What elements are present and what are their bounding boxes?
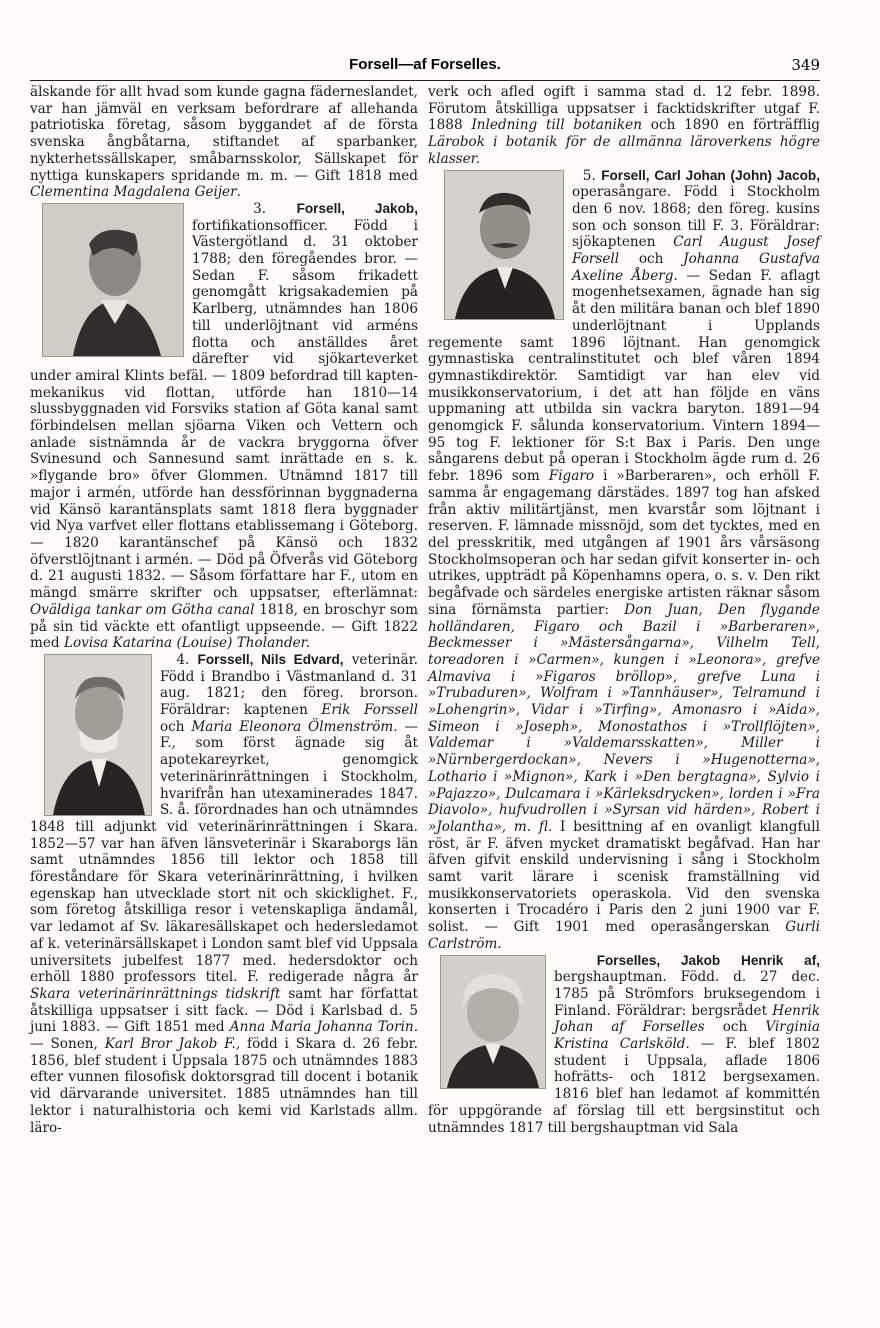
body-text: I besittning af en ovanligt klangfull röst, är F. äfven mycket dramatiskt begåfvad. Han har äfven gifvit enskild undervisning i sång i Stockholm samt varit lärare i scenisk framställning vid musikkonservatoriets operaskola. Vid den svenska konserten i Trocadéro i Paris den 2 juni 1900 var F. solist. — Gift 1901 med operasångerskan <box>428 818 820 936</box>
left-column <box>30 84 418 1136</box>
entry-forsell-carl-johan <box>428 168 820 953</box>
right-column <box>428 84 820 1136</box>
conjunction: och <box>160 718 185 735</box>
portrait-image <box>445 171 563 319</box>
portrait-nils-edvard-forssell <box>44 654 152 816</box>
spouse-name: Clementina Magdalena Geijer <box>30 184 237 201</box>
body-text: samt har författat åtskilliga uppsatser i sitt fack. — Död i Karlsbad d. 5 juni 1883. — Gift 1851 med <box>30 985 418 1036</box>
entry-heading: Forssell, Nils Edvard, <box>197 651 344 667</box>
page-number: 349 <box>791 56 820 74</box>
body-text: 1818, en broschyr som på sin tid väckte ett ofantligt uppseende. — Gift 1822 med <box>30 601 418 652</box>
spouse-name: Lovisa Katarina (Louise) Tholander. <box>63 635 311 652</box>
father-name: Henrik Johan af Forselles <box>554 1002 820 1036</box>
portrait-carl-johan-forsell <box>444 170 564 320</box>
mother-name: Johanna Gustafva Axeline Åberg. <box>572 251 820 284</box>
father-name: Erik Forssell <box>321 702 419 719</box>
page-header <box>30 56 820 78</box>
work-title: Inledning till botaniken <box>471 117 642 134</box>
role-name: Figaro <box>548 468 595 485</box>
body-text: fortifikationsofficer. Född i Västergötland d. 31 oktober 1788; den föregåendes bror. — Sedan F. såsom frikadett genomgått krigsakademien på Karlberg, utnämndes han 1806 till underlöjtnant vid arméns flotta och anställdes året därefter vid sjökarteverket under amiral Klints befäl. — 1809 befordrad till kapten-mekanikus vid flottan, utförde han 1810—14 slussbyggnaden vid Forsviks station af Göta kanal samt förbindelsen mellan sjöarna Viken och Vettern och anlade sistnämnda år de vackra bryggorna öfver Svinesund och Sannesund samt inrättade en s. k. »flygande bro» öfver Glommen. Utnämnd 1817 till major i armén, utförde han dessförinnan byggnaderna vid Känsö karantänsplats samt 1818 flera byggnader vid Nya varfvet eller flottans etablissemang i Göteborg. — 1820 karantänschef på Känsö och 1832 öfverstlöjtnant i armén. — Död på Öfverås vid Göteborg d. 21 augusti 1832. — Såsom författare har F., utom en mängd smärre skrifter och uppsatser, efterlämnat: <box>30 217 418 602</box>
entry-number: 3. <box>253 200 267 217</box>
body-text: — Sedan F. aflagt mogenhetsexamen, ägnade han sig åt den militära banan och blef 1890 underlöjtnant i Upplands regemente samt 1896 löjtnant. Han genomgick gymnastiska centralinstitutet och blef våren 1894 gymnastikdirektör. Samtidigt var han elev vid musikkonservatorium, i det att han följde en väns uppmaning att utbilda sin vackra baryton. 1891—94 genomgick F. sålunda konservatorium. Vintern 1894—95 tog F. lektioner för S:t Bax i Paris. Den unge sångarens debut på operan i Stockholm ägde rum d. 26 febr. 1896 som <box>428 267 820 485</box>
work-title: Lärobok i botanik för de allmänna läroverkens högre klasser. <box>428 134 820 167</box>
entry-forsell-jakob <box>30 201 418 652</box>
son-name: Karl Bror Jakob F., <box>104 1036 241 1053</box>
body-text: bergshauptman. Född. d. 27 dec. 1785 på Strömfors bruksegendom i Finland. Föräldrar: bergsrådet <box>554 969 820 1019</box>
entry-2-continuation: älskande för allt hvad som kunde gagna fäderneslandet, var han jämväl en verksam befordrare af allehanda patriotiska företag, såsom byggandet af de första svenska ångbåtarna, stiftandet af sparbanker, nykterhetssällskaper, småbarnsskolor, Sällskapet för nyttiga kunskapers spridande m. m. — Gift 1818 med Clementina Magdalena Geijer. <box>30 84 418 201</box>
entry-heading: Forsell, Carl Johan (John) Jacob, <box>601 167 820 183</box>
entry-heading: Forselles, Jakob Henrik af, <box>596 952 820 968</box>
portrait-image <box>45 655 151 815</box>
body-text: älskande för allt hvad som kunde gagna fäderneslandet, var han jämväl en verksam befordrare af allehanda patriotiska företag, såsom byggandet af de första svenska ångbåtarna, stiftandet af sparbanker, nykterhetssällskaper, småbarnsskolor, Sällskapet för nyttiga kunskapers spridande m. m. — Gift 1818 med <box>30 84 418 184</box>
conjunction: och <box>722 1019 748 1036</box>
body-text: veterinär. Född i Brandbo i Västmanland d. 31 aug. 1821; den föreg. brorson. Föräldrar: kaptenen <box>160 651 418 719</box>
work-title: Skara veterinärinrättnings tidskrift <box>30 985 281 1002</box>
body-text: i »Barberaren», och erhöll F. samma år engagemang därstädes. 1897 tog han afsked från aktiv militärtjänst, men kvarstår som löjtnant i reserven. F. lämnade missnöjd, som det tycktes, med en del presskritik, med utgången af 1901 års vårsäsong Stockholmsoperan och har sedan gifvit konserter in- och utrikes, uppträdt på Köpenhamns opera, o. s. v. Den rikt begåfvade och särdeles energiske artisten räknar såsom sina förnämsta partier: <box>428 468 821 618</box>
entry-4-continuation <box>428 84 820 168</box>
entry-forssell-nils-edvard <box>30 652 418 1136</box>
body-text: — Sonen, <box>30 1036 98 1053</box>
portrait-jakob-henrik-af-forselles <box>440 955 546 1089</box>
portrait-image <box>441 956 545 1088</box>
body-text: operasångare. Född i Stockholm den 6 nov. 1868; den föreg. kusins son och sonson till F. 3. Föräldrar: sjökaptenen <box>572 184 820 251</box>
portrait-jakob-forsell <box>42 203 184 357</box>
portrait-image <box>43 204 183 356</box>
body-text: — F. blef 1802 student i Uppsala, aflade 1806 hofrätts- och 1812 bergsexamen. 1816 blef han ledamot af kommittén för uppgörande af förslag till ett bergsinstitut och utnämndes 1817 till bergshauptman vid Sala <box>428 1036 820 1136</box>
mother-name: Maria Eleonora Ölmenström. <box>191 718 398 735</box>
conjunction: och <box>638 251 664 268</box>
body-text: född i Skara d. 26 febr. 1856, blef student i Uppsala 1875 och utnämndes 1883 efter vunnen filosofisk doktorsgrad till docent i botanik vid därvarande universitet. 1885 utnämndes han till lektor i naturalhistoria och kemi vid Karlstads allm. läro- <box>30 1036 418 1136</box>
entry-number: 4. <box>176 651 190 668</box>
father-name: Carl August Josef Forsell <box>572 234 820 268</box>
spouse-name: Anna Maria Johanna Torin. <box>229 1019 419 1036</box>
running-title: Forsell—af Forselles. <box>349 56 501 73</box>
entry-forselles-jakob-henrik <box>428 953 820 1137</box>
entry-number: 5. <box>582 167 596 184</box>
mother-name: Virginia Kristina Carlsköld. <box>554 1019 820 1053</box>
body-text: och 1890 en förträfflig <box>650 117 821 134</box>
spouse-name: Gurli Carlström. <box>428 919 820 952</box>
roles-list: Don Juan, Den flygande holländaren, Figaro och Bazil i »Barberaren», Beckmesser i »Mästersångarna», Vilhelm Tell, toreadoren i »Carmen», kungen i »Leonora», grefve Almaviva i »Figaros bröllop», grefve Luna i »Trubaduren», Wolfram i »Tannhäuser», Telramund i »Lohengrin», Vidar i »Tirfing», Amonasro i »Aida», Simeon i »Joseph», Monostathos i »Trollflöjten», Valdemar i »Valdemarsskatten», Miller i »Nürnbergerdockan», Nevers i »Hugenotterna», Lothario i »Mignon», Kark i »Den bergtagna», Sylvio i »Pajazzo», Dulcamara i »Kärleksdrycken», lorden i »Fra Diavolo», hufvudrollen i »Syrsan vid härden», Robert i »Jolantha», m. fl. <box>428 601 820 835</box>
work-title: Oväldiga tankar om Götha canal <box>30 601 255 618</box>
body-text: verk och afled ogift i samma stad d. 12 febr. 1898. Förutom åtskilliga uppsatser i facktidskrifter utgaf F. 1888 <box>428 84 820 134</box>
header-rule <box>30 80 820 81</box>
entry-heading: Forsell, Jakob, <box>296 200 418 216</box>
body-text: — F., som först ägnade sig åt apotekareyrket, genomgick veterinärinrättningen i Stockholm, hvarifrån han utexaminerades 1847. S. å. förordnades han och utnämndes 1848 till adjunkt vid veterinärinrättningen i Skara. 1852—57 var han äfven länsveterinär i Skaraborgs län samt utnämndes 1856 till lektor och 1858 till föreståndare för Skara veterinärinrättning, i hvilken egenskap han utvecklade stort nit och skicklighet. F., som företog åtskilliga resor i vetenskapliga ändamål, var ledamot af Sv. läkaresällskapet och hedersledamot af k. veterinärsällskapet i London samt blef vid Uppsala universitets jubelfest 1877 med. hedersdoktor och erhöll 1880 professors titel. F. redigerade några år <box>30 718 418 986</box>
